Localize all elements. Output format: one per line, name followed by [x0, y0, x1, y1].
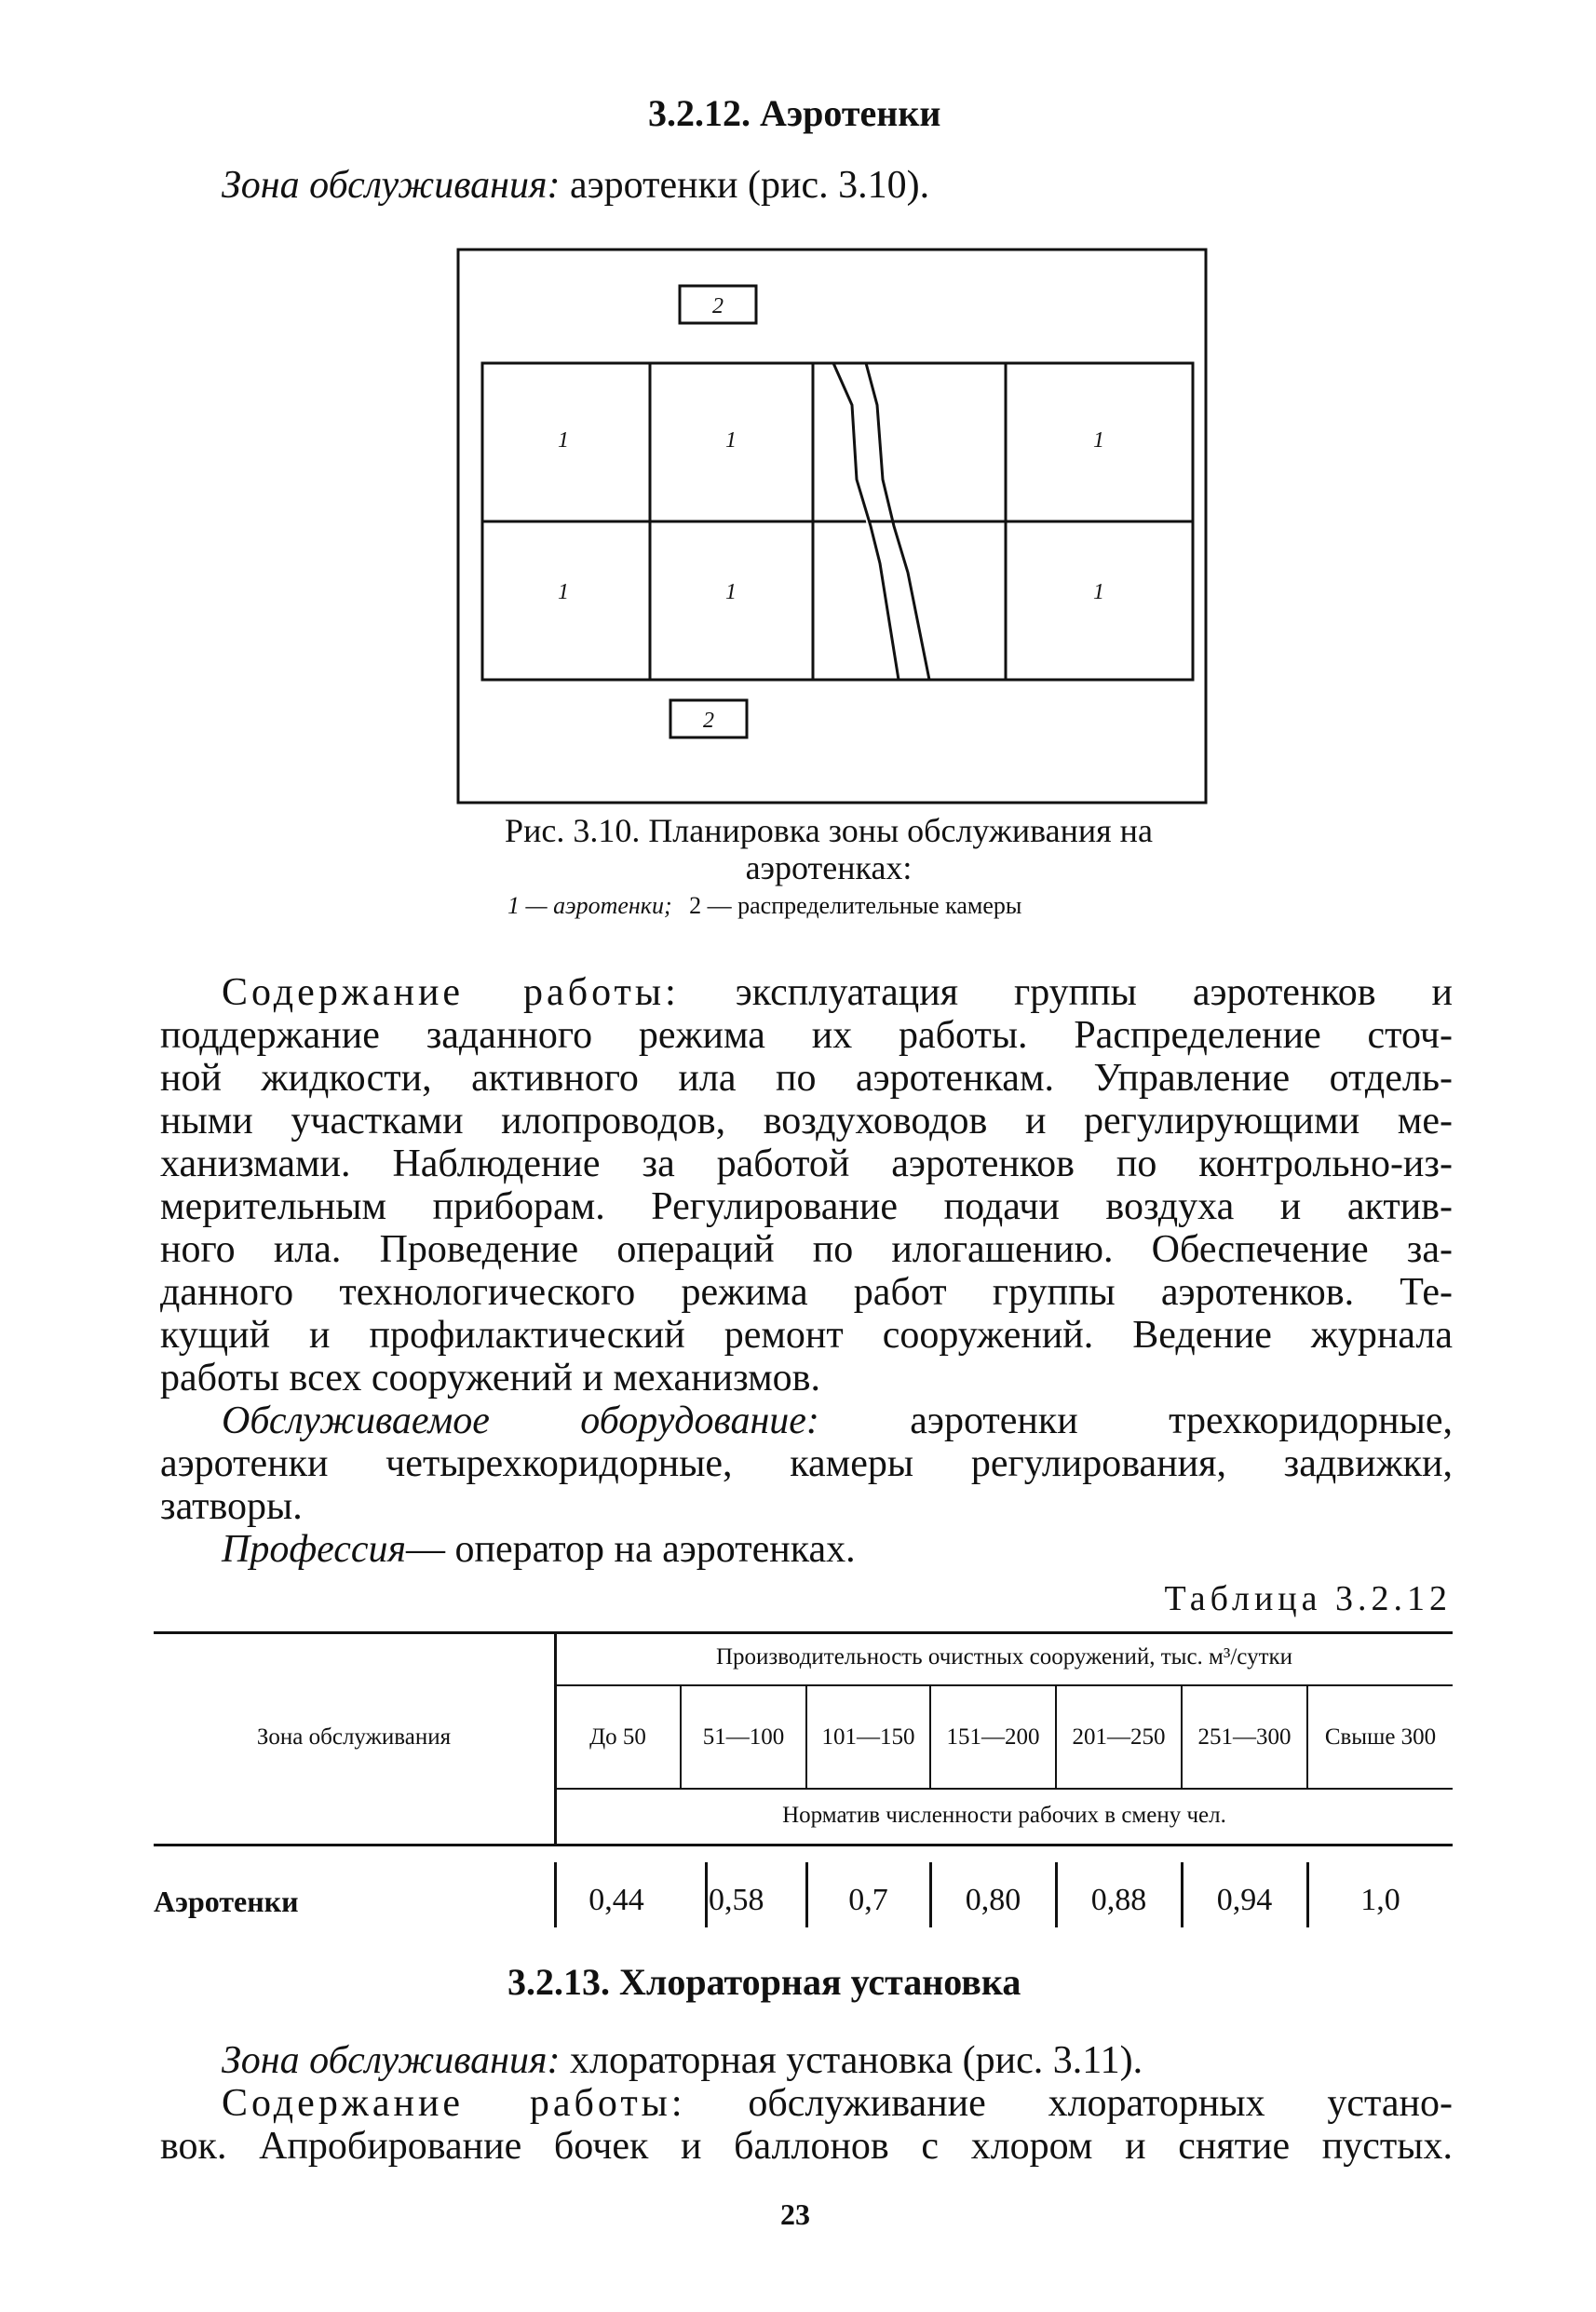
- figure-legend: [507, 892, 1021, 920]
- table-header-bottom-rule: [154, 1844, 1453, 1846]
- chlorination-work-line: вок. Апробирование бочек и баллонов с хлором и снятие пустых.: [160, 2125, 1453, 2168]
- work-content-line: ной жидкости, активного ила по аэротенкам. Управление отдель-: [160, 1057, 1453, 1100]
- profession-label: Профессия: [222, 1528, 407, 1571]
- table-col-header: 251—300: [1197, 1724, 1292, 1750]
- figure-legend-2: 2 — распределительные камеры: [689, 892, 1022, 919]
- work-content-label: Содержание работы:: [222, 971, 680, 1014]
- table-row-zone: Аэротенки: [154, 1885, 299, 1918]
- aerotank-label-4: 1: [558, 580, 569, 604]
- work-content-text: эксплуатация группы аэротенков и: [735, 971, 1453, 1014]
- table-row-divider: [705, 1862, 708, 1927]
- work-content-line: работы всех сооружений и механизмов.: [160, 1357, 821, 1399]
- figure-caption-line2: аэротенках:: [745, 849, 913, 886]
- profession-line: [160, 1528, 1453, 1571]
- aerotank-label-5: 1: [725, 580, 737, 604]
- figure-frame: [458, 250, 1206, 803]
- table-cell-value: 0,80: [965, 1883, 1021, 1917]
- page-number: 23: [780, 2197, 810, 2231]
- chlorination-paragraph: [160, 2039, 1453, 2168]
- aerotank-label-6: 1: [1093, 580, 1104, 604]
- table-top-rule: [154, 1631, 1453, 1634]
- table-title: Таблица 3.2.12: [1164, 1579, 1452, 1618]
- service-zone-value: аэротенки (рис. 3.10).: [570, 164, 930, 207]
- chlorination-zone-value: хлораторная установка (рис. 3.11).: [570, 2039, 1143, 2082]
- section-title-aerotanks: 3.2.12. Аэротенки: [648, 92, 941, 134]
- chlorination-work-label: Содержание работы:: [222, 2082, 686, 2125]
- figure-caption: [447, 812, 1211, 886]
- work-content-line: поддержание заданного режима их работы. Распределение сточ-: [160, 1014, 1453, 1057]
- chlorination-zone-line: [160, 2039, 1453, 2082]
- table-zone-header: Зона обслуживания: [256, 1724, 452, 1750]
- service-zone-label: Зона обслуживания:: [222, 164, 561, 207]
- table-col-header: 201—250: [1072, 1724, 1166, 1750]
- profession-value: — оператор на аэротенках.: [406, 1528, 856, 1571]
- aerotank-label-3: 1: [1093, 428, 1104, 453]
- table-cell-value: 1,0: [1360, 1883, 1400, 1917]
- chlorination-work-text: обслуживание хлораторных устано-: [748, 2082, 1453, 2125]
- work-content-paragraph: [160, 971, 1453, 1571]
- table-col-header: До 50: [589, 1724, 646, 1750]
- table-capacity-rule: [556, 1684, 1453, 1686]
- aerotank-grid: [482, 363, 1193, 680]
- table-norm-header: Норматив численности рабочих в смену чел.: [782, 1803, 1226, 1828]
- chamber-top-label: 2: [712, 294, 724, 318]
- figure-aerotank-layout: [456, 247, 1211, 815]
- table-col-header: 151—200: [946, 1724, 1040, 1750]
- work-content-line: мерительным приборам. Регулирование подачи воздуха и актив-: [160, 1185, 1453, 1228]
- table-col-header: Свыше 300: [1324, 1724, 1437, 1750]
- work-content-line: данного технологического режима работ группы аэротенков. Те-: [160, 1271, 1453, 1314]
- equipment-line: [160, 1399, 1453, 1442]
- equipment-label: Обслуживаемое оборудование:: [222, 1399, 819, 1442]
- aerotank-label-2: 1: [725, 428, 737, 453]
- table-col-header: 51—100: [702, 1724, 785, 1750]
- table-cell-value: 0,44: [588, 1883, 644, 1917]
- equipment-text: аэротенки трехкоридорные,: [910, 1399, 1453, 1442]
- figure-caption-line1: Рис. 3.10. Планировка зоны обслуживания на: [505, 812, 1153, 849]
- work-content-line: ными участками илопроводов, воздуховодов и регулирующими ме-: [160, 1100, 1453, 1142]
- service-zone-line: [222, 164, 929, 207]
- table-col-header: 101—150: [821, 1724, 915, 1750]
- chlorination-work-line: [160, 2082, 1453, 2125]
- work-content-line: ного ила. Проведение операций по илогашению. Обеспечение за-: [160, 1228, 1453, 1271]
- table-capacity-header: Производительность очистных сооружений, тыс. м³/сутки: [715, 1644, 1293, 1670]
- section-title-chlorination: 3.2.13. Хлораторная установка: [507, 1961, 1021, 2003]
- chamber-bottom-label: 2: [703, 709, 714, 733]
- equipment-line: затворы.: [160, 1485, 303, 1528]
- table-columns-rule: [556, 1788, 1453, 1790]
- equipment-line: аэротенки четырехкоридорные, камеры регулирования, задвижки,: [160, 1442, 1453, 1485]
- table-cell-value: 0,88: [1090, 1883, 1147, 1917]
- table-cell-value: 0,94: [1216, 1883, 1273, 1917]
- work-content-line: ханизмами. Наблюдение за работой аэротенков по контрольно-из-: [160, 1142, 1453, 1185]
- figure-legend-1: 1 — аэротенки;: [507, 892, 672, 919]
- table-cell-value: 0,7: [848, 1883, 888, 1917]
- work-content-line: [160, 971, 1453, 1014]
- work-content-line: кущий и профилактический ремонт сооружений. Ведение журнала: [160, 1314, 1453, 1357]
- chlorination-zone-label: Зона обслуживания:: [222, 2039, 561, 2082]
- table-cell-value: 0,58: [709, 1883, 764, 1917]
- aerotank-label-1: 1: [558, 428, 569, 453]
